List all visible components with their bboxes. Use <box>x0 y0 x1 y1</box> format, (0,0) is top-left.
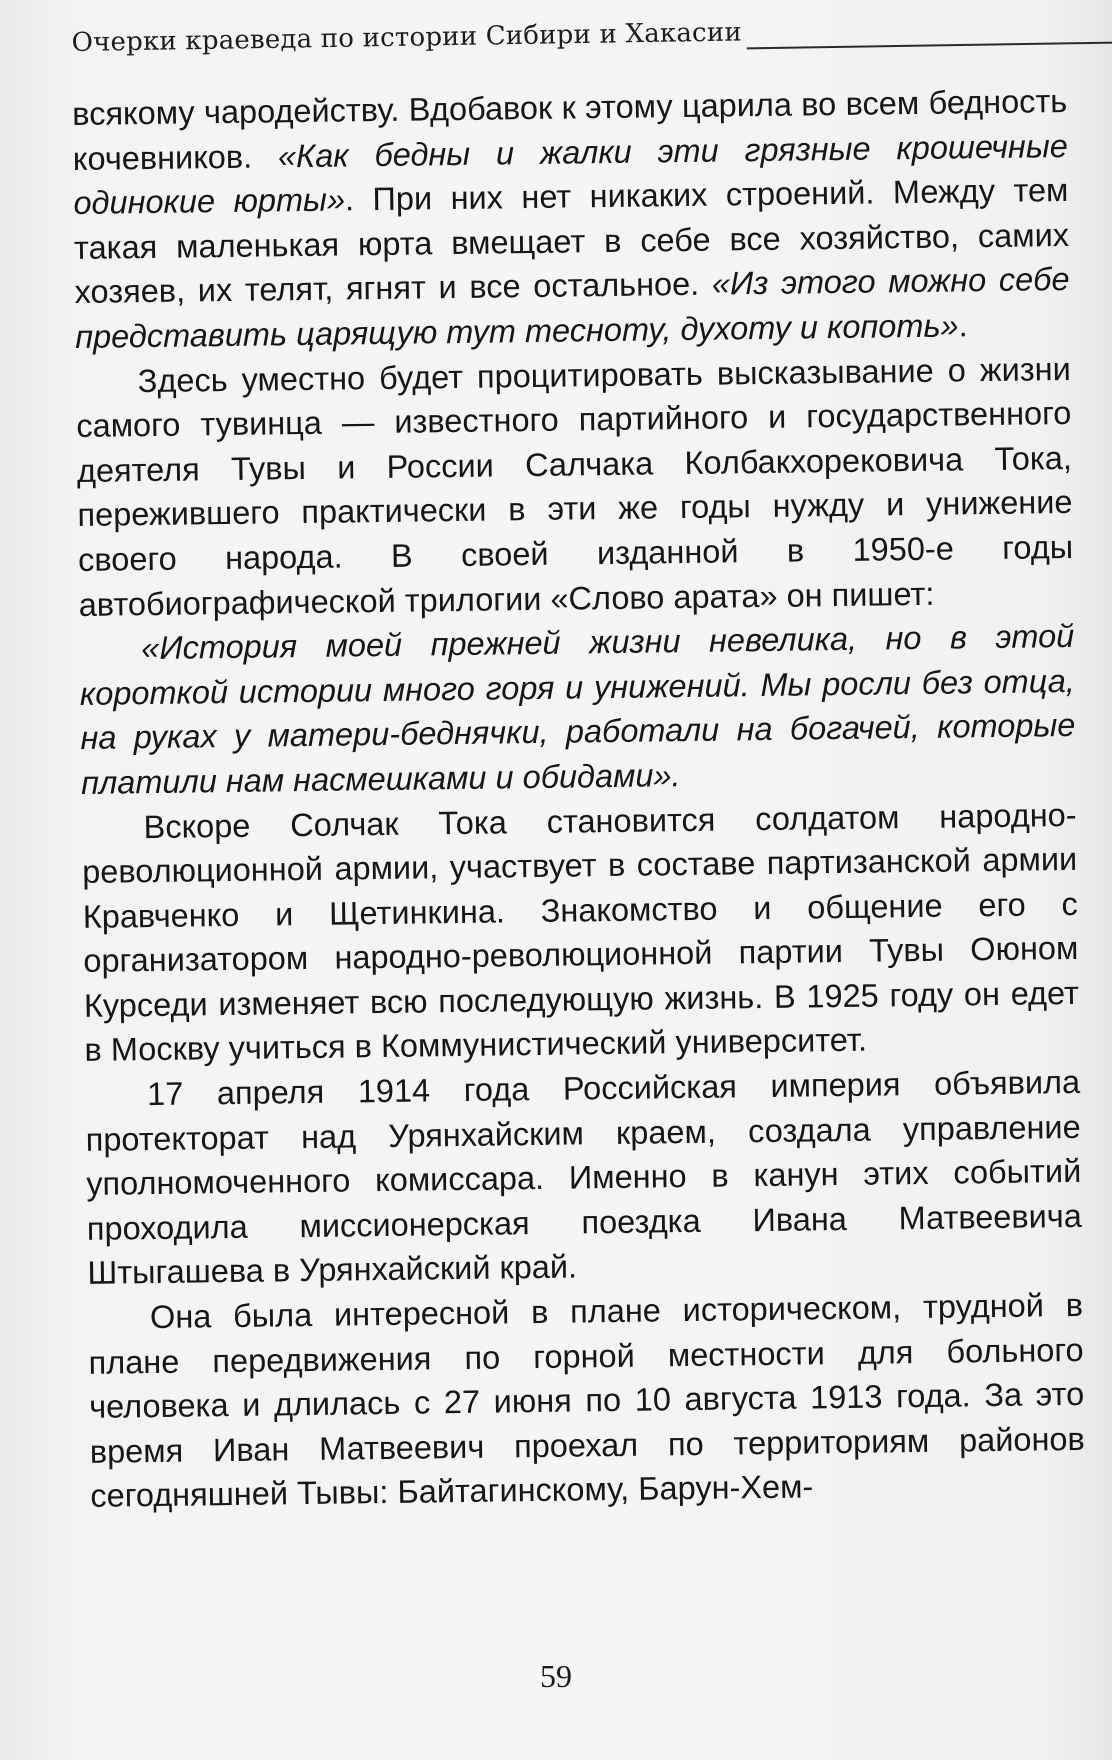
paragraph-1 <box>72 79 1070 360</box>
body-text <box>72 79 1086 1519</box>
paragraph-6: Она была интересной в плане историческом, трудной в плане передвижения по горной местности для больного человека и длилась с 27 июня по 10 августа 1913 года. За это время Иван Матвеевич проехал по территориям районов сегодняшней Тывы: Байтагинскому, Барун-Хем- <box>88 1286 1085 1515</box>
header-rule <box>747 41 1112 49</box>
running-header <box>71 6 1072 66</box>
paragraph-2: Здесь уместно будет процитировать высказывание о жизни самого тувинца — известного партийного и государственного деятеля Тувы и России Салчака Колбакхорековича Тока, пережившего практически в эти же годы нужду и унижение своего народа. В своей изданной в 1950-е годы автобиографической трилогии «Слово арата» он пишет: <box>76 350 1074 623</box>
paragraph-4: Вскоре Солчак Тока становится солдатом народно-революционной армии, участвует в составе партизанской армии Кравченко и Щетинкина. Знакомство и общение его с организатором народно-революционной партии Тувы Оюном Курседи изменяет всю последующую жизнь. В 1925 году он едет в Москву учиться в Коммунистический университет. <box>81 796 1080 1069</box>
page-number: 59 <box>540 1658 572 1694</box>
header-title: Очерки краеведа по истории Сибири и Хакасии <box>71 17 743 59</box>
paragraph-1-part-3: . При них нет никаких строений. Между тем такая маленькая юрта вмещает в себе все хозяйство, самих хозяев, их телят, ягнят и все остальное. <box>73 172 1070 311</box>
paragraph-1-part-5: . <box>958 307 968 344</box>
block-quote: «История моей прежней жизни невелика, но в этой короткой истории много горя и унижений. Мы росли без отца, на руках у матери-беднячки, работали на богачей, которые платили нам насмешками и обидами». <box>79 618 1076 801</box>
paragraph-5: 17 апреля 1914 года Российская империя объявила протекторат над Урянхайским краем, создала управление уполномоченного комиссара. Именно в канун этих событий проходила миссионерская поездка Ивана Матвеевича Штыгашева в Урянхайский край. <box>85 1063 1083 1292</box>
inline-quote-crowding: «Из этого можно себе представить царящую тут тесноту, духоту и копоть» <box>74 261 1070 355</box>
inline-quote-yurts: «Как бедны и жалки эти грязные крошечные одинокие юрты» <box>73 127 1069 222</box>
paragraph-1-part-1: всякому чародейству. Вдобавок к этому царила во всем бедность кочевников. <box>72 82 1068 177</box>
